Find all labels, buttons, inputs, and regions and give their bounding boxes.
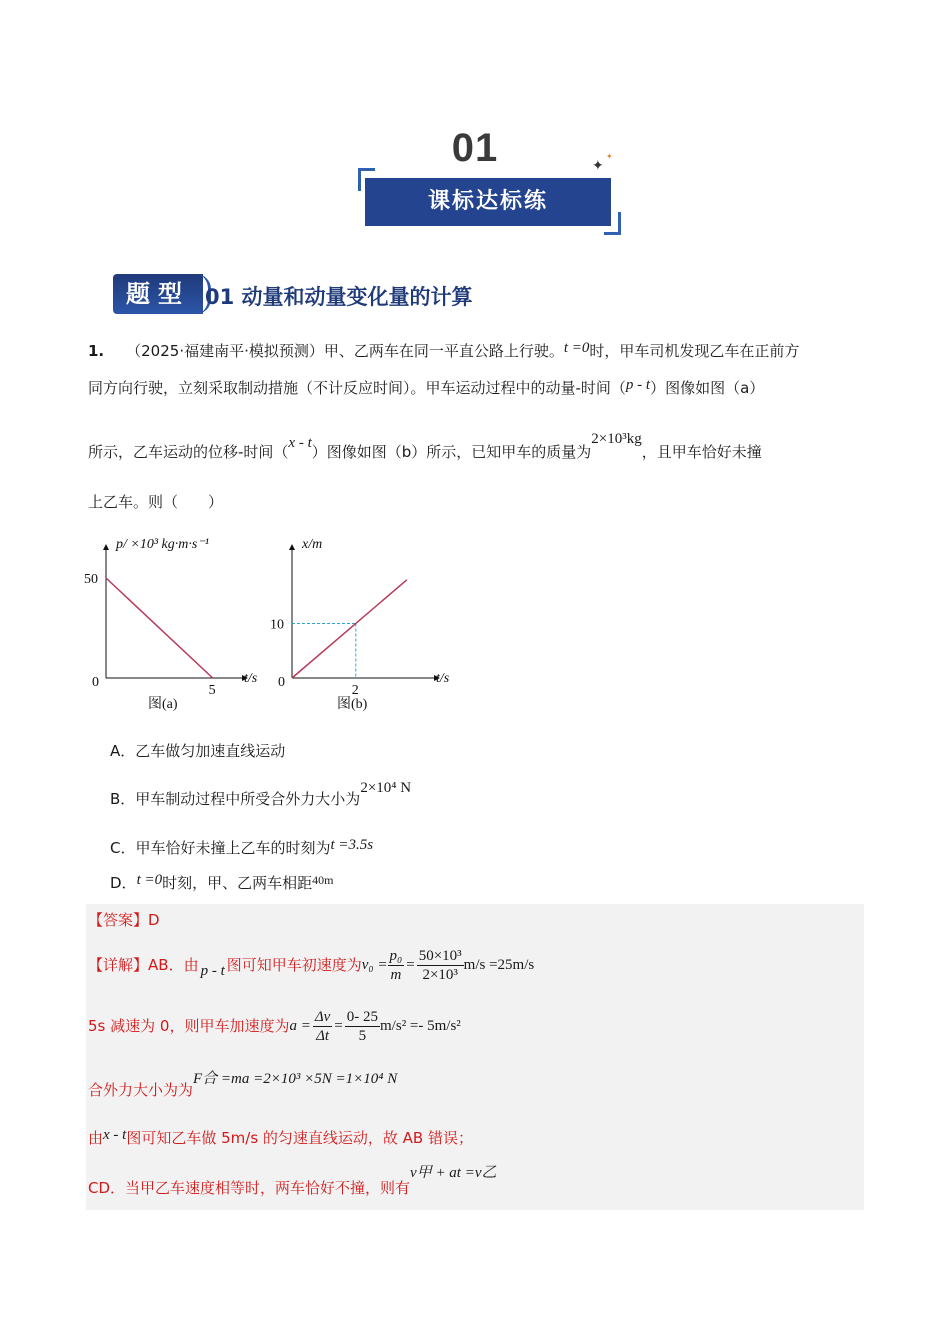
type-title: 01 动量和动量变化量的计算: [205, 285, 473, 309]
math-v0-result: m/s =25m/s: [463, 957, 535, 973]
fraction-dv-dt: $\frac{\Delta v}{\Delta t}$: [314, 1008, 331, 1044]
x-tick-label: 2: [351, 683, 359, 698]
origin-label: 0: [92, 675, 99, 690]
section-number: 01: [451, 126, 499, 170]
fraction-momentum-mass: $\frac{\text{50×10³}}{\text{2×10³}}$: [418, 947, 462, 983]
type-label-badge: [113, 274, 203, 314]
option-math: 2×10⁴ N: [360, 780, 412, 796]
question-text: ）图像如图（a）: [650, 379, 765, 397]
option-text: 时刻，甲、乙两车相距: [162, 874, 313, 892]
question-text: 时，甲车司机发现乙车在正前方: [589, 342, 800, 360]
option-b[interactable]: [110, 780, 412, 810]
option-text: 甲车制动过程中所受合外力大小为: [135, 790, 361, 808]
series-line: [106, 578, 213, 678]
option-letter: B．: [110, 790, 136, 808]
y-tick-label: 50: [84, 572, 98, 587]
question-line-4: 上乙车。则（ ）: [88, 493, 224, 511]
math-velocity-eq: v甲 + at =v乙: [410, 1165, 497, 1181]
fraction-p0-m: $\frac{\text{p₀}}{m}$: [389, 947, 403, 983]
question-source: （2025·福建南平·模拟预测）: [126, 342, 324, 360]
origin-label: 0: [278, 675, 285, 690]
option-a[interactable]: [110, 741, 285, 761]
question-text: 同方向行驶，立刻采取制动措施（不计反应时间）。甲车运动过程中的动量-时间（: [88, 379, 626, 397]
option-math: 40m: [312, 873, 334, 887]
detail-line-4: [88, 1128, 473, 1149]
math-force: F合 =ma =2×10³ ×5N =1×10⁴ N: [193, 1071, 398, 1087]
detail-text: AB．由: [148, 956, 199, 974]
option-text: 甲车恰好未撞上乙车的时刻为: [135, 839, 331, 857]
question-line-2: [88, 378, 764, 399]
chart-caption: 图(b): [337, 697, 368, 712]
chart-caption: 图(a): [148, 697, 178, 712]
question-line-1: [88, 341, 868, 362]
series-line: [292, 580, 407, 678]
fraction-velocity-change: $\frac{0- 25}{5}$: [346, 1008, 379, 1044]
math-a-result: m/s² =- 5m/s²: [380, 1018, 461, 1034]
option-text: 乙车做匀加速直线运动: [135, 742, 286, 760]
detail-line-2: [88, 1004, 461, 1048]
y-axis-arrow: [103, 544, 109, 550]
answer-line: [88, 910, 160, 930]
math-pt: p - t: [200, 963, 225, 979]
y-axis-label: p/ ×10³ kg·m·s⁻¹: [116, 537, 209, 552]
detail-text: 由: [88, 1129, 104, 1147]
detail-text: CD．当甲乙车速度相等时，两车恰好不撞，则有: [88, 1179, 411, 1197]
chart-a: [84, 532, 274, 717]
math-v0: v₀ =: [361, 957, 388, 973]
question-line-3: [88, 431, 762, 463]
type-label: 题型: [126, 279, 190, 308]
answer-label: 【答案】: [88, 911, 149, 929]
math-mass: 2×10³kg: [591, 431, 642, 447]
option-c[interactable]: [110, 838, 373, 859]
detail-text: 图可知乙车做 5m/s 的匀速直线运动，故 AB 错误；: [126, 1129, 473, 1147]
y-axis-arrow: [289, 544, 295, 550]
option-math: t =3.5s: [330, 837, 374, 853]
question-text: 甲、乙两车在同一平直公路上行驶。: [323, 342, 564, 360]
section-banner: [365, 178, 611, 226]
math-pt: p - t: [625, 377, 651, 393]
sparkle-small-icon: ✦: [606, 152, 613, 161]
question-number: 1.: [88, 342, 105, 360]
detail-line-5: [88, 1165, 497, 1199]
detail-text: 5s 减速为 0，则甲车加速度为: [88, 1017, 290, 1035]
x-tick-label: 5: [208, 683, 216, 698]
option-letter: D．: [110, 874, 137, 892]
sparkle-icon: ✦: [592, 158, 604, 174]
detail-label: 【详解】: [88, 956, 149, 974]
math-eq: =: [406, 957, 415, 973]
y-tick-label: 10: [270, 617, 284, 633]
option-pre-math: t =0: [136, 872, 163, 888]
x-axis-label: t/s: [244, 671, 258, 686]
y-axis-label: x/m: [302, 537, 323, 552]
detail-text: 图可知甲车初速度为: [226, 956, 362, 974]
detail-line-1: [88, 943, 534, 987]
math-a: a =: [289, 1018, 311, 1034]
math-xt: x - t: [288, 435, 312, 451]
chart-b: [266, 532, 456, 717]
question-text: ，且甲车恰好未撞: [641, 443, 762, 461]
x-axis-label: t/s: [436, 671, 450, 686]
math-eq: =: [334, 1018, 343, 1034]
option-letter: A．: [110, 742, 136, 760]
option-letter: C．: [110, 839, 136, 857]
detail-line-3: [88, 1068, 398, 1099]
detail-text: 合外力大小为为: [88, 1081, 194, 1099]
math-t0: t =0: [563, 340, 590, 356]
section-title: 课标达标练: [427, 189, 548, 214]
option-d[interactable]: [110, 873, 333, 894]
math-xt: x - t: [103, 1127, 127, 1143]
question-text: ）图像如图（b）所示，已知甲车的质量为: [311, 443, 592, 461]
question-text: 所示，乙车运动的位移-时间（: [88, 443, 289, 461]
answer-value: D: [148, 911, 160, 929]
